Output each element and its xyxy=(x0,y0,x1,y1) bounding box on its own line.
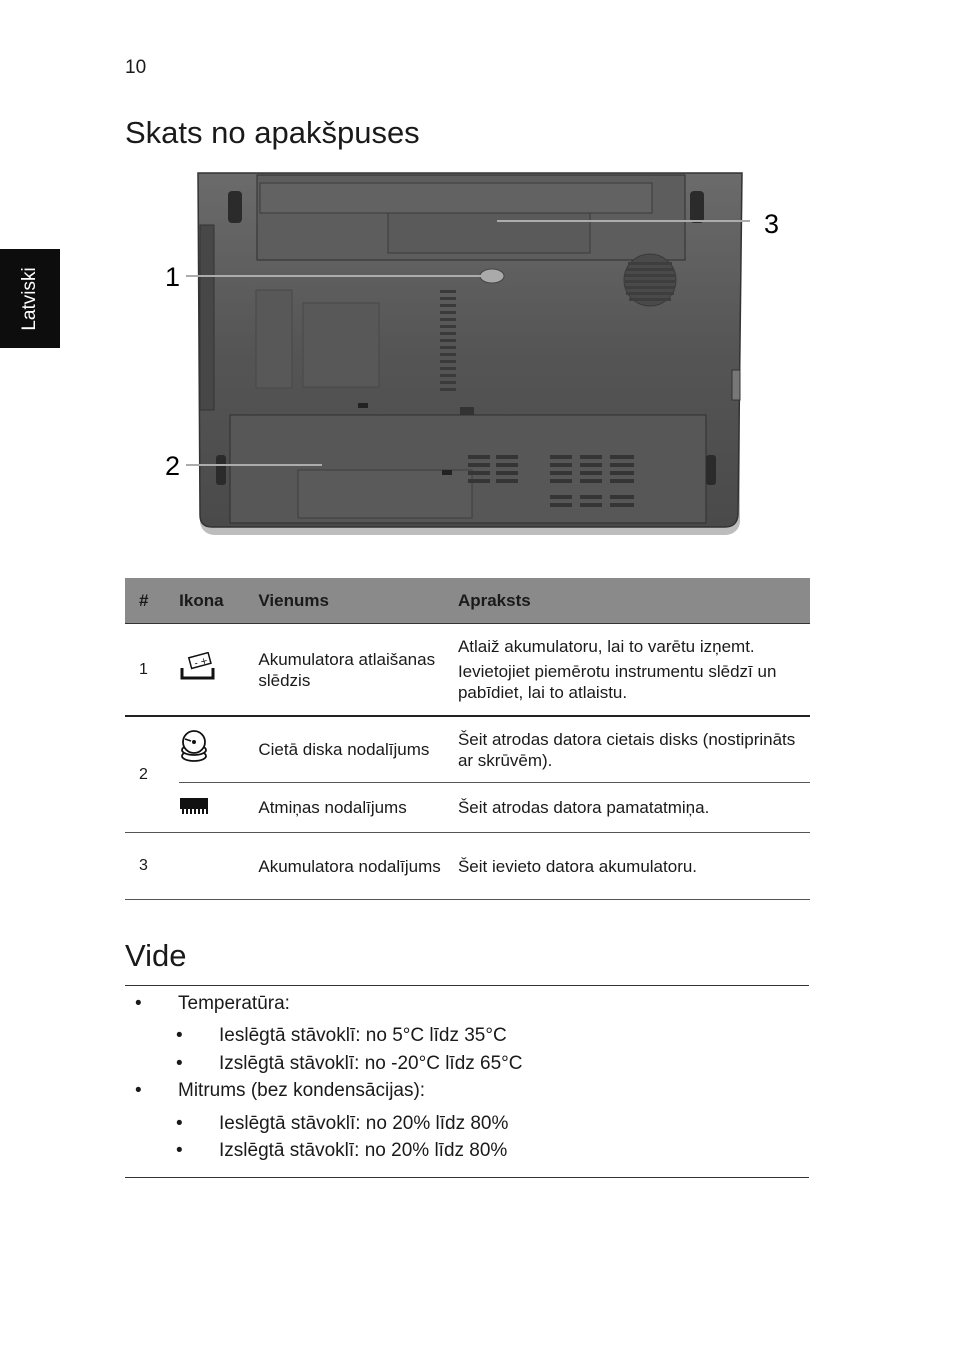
table-row xyxy=(125,833,810,900)
description-line: Šeit atrodas datora cietais disks (nostiprināts ar skrūvēm). xyxy=(457,729,796,770)
header-icon: Ikona xyxy=(179,578,258,624)
callout-2: 2 xyxy=(165,451,181,481)
battery-latch xyxy=(480,269,504,283)
speaker-grille xyxy=(624,254,676,306)
sub-list-item-label: Ieslēgtā stāvoklī: no 20% līdz 80% xyxy=(219,1113,509,1134)
callout-1: 1 xyxy=(165,262,181,292)
table-row xyxy=(125,624,810,717)
sub-list-item-label: Izslēgtā stāvoklī: no -20°C līdz 65°C xyxy=(219,1053,523,1074)
section-title-bottom-view: Skats no apakšpuses xyxy=(125,115,420,150)
divider xyxy=(125,985,809,986)
description-line: Ievietojiet piemērotu instrumentu slēdzī un pabīdiet, lai to atlaistu. xyxy=(457,662,777,702)
header-description: Apraksts xyxy=(458,578,810,624)
parts-table xyxy=(125,578,810,900)
table-row xyxy=(125,783,810,833)
header-number: # xyxy=(125,578,179,624)
row-description xyxy=(458,716,810,783)
row-item: Akumulatora atlaišanas slēdzis xyxy=(258,624,458,717)
language-side-tab xyxy=(0,249,60,348)
header-item: Vienums xyxy=(258,578,458,624)
row-number: 1 xyxy=(125,624,179,717)
row-description xyxy=(458,783,810,833)
battery-release-latch-icon xyxy=(179,624,258,717)
description-line: Šeit atrodas datora pamatatmiņa. xyxy=(457,798,710,817)
row-item: Cietā diska nodalījums xyxy=(258,716,458,783)
sub-list-item-label: Izslēgtā stāvoklī: no 20% līdz 80% xyxy=(219,1140,508,1161)
divider xyxy=(125,1177,809,1178)
laptop-bottom-view-figure xyxy=(160,165,800,550)
row-number: 3 xyxy=(125,833,179,900)
section-title-environment: Vide xyxy=(125,938,187,973)
description-line: Šeit ievieto datora akumulatoru. xyxy=(457,856,698,876)
list-item-label: Temperatūra: xyxy=(178,993,290,1014)
row-description xyxy=(458,624,810,717)
row-description xyxy=(458,833,810,900)
table-header-row xyxy=(125,578,810,624)
row-item: Atmiņas nodalījums xyxy=(258,783,458,833)
page-number: 10 xyxy=(125,57,147,78)
memory-module-icon xyxy=(179,783,258,833)
list-item-label: Mitrums (bez kondensācijas): xyxy=(178,1080,426,1101)
row-item: Akumulatora nodalījums xyxy=(258,833,458,900)
svg-text:- +: - + xyxy=(193,656,210,670)
row-number: 2 xyxy=(125,716,179,833)
hard-disk-icon xyxy=(179,716,258,783)
row-icon-empty xyxy=(179,833,258,900)
description-line: Atlaiž akumulatoru, lai to varētu izņemt. xyxy=(457,637,755,656)
table-row xyxy=(125,716,810,783)
language-side-tab-label: Latviski xyxy=(19,267,40,331)
sub-list-item-label: Ieslēgtā stāvoklī: no 5°C līdz 35°C xyxy=(219,1025,507,1046)
callout-3: 3 xyxy=(764,209,780,239)
